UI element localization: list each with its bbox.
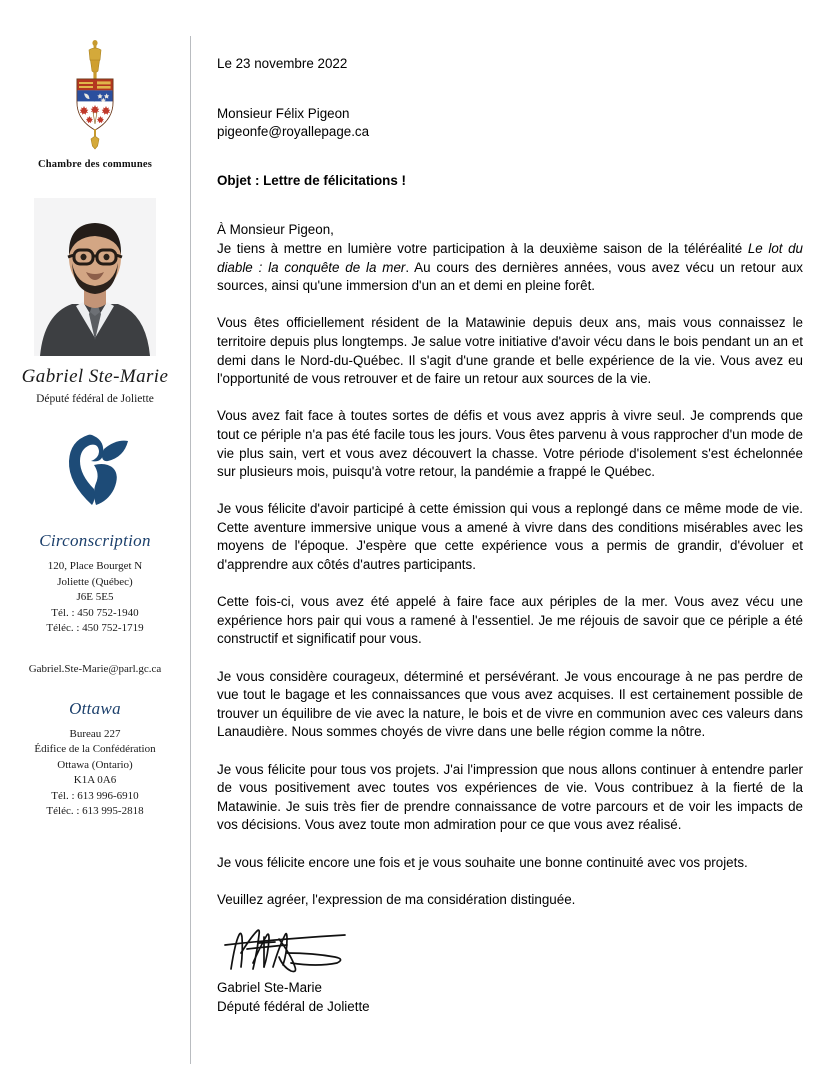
- paragraph: Vous êtes officiellement résident de la Matawinie depuis deux ans, mais vous connaissez le territoire depuis plus longtemps. Je salue votre initiative d'avoir vécu dans le bois pendant un an et demi dans le Nord-du-Québec. Il s'agit d'une grande et belle expérience de la vie. Vous avez eu l'opportunité de vous retrouver et de faire un retour aux sources de la vie.: [217, 315, 803, 387]
- paragraph: Je vous félicite pour tous vos projets. J'ai l'impression que nous allons continuer à entendre parler de vous positivement avec toutes vos expériences de vie. Vous contribuez à la fierté de la Matawinie. Je suis très fier de prendre connaissance de votre parcours et de voir les impacts de vos décisions. Vous avez toute mon admiration pour ce que vous avez réalisé.: [217, 761, 803, 833]
- house-of-commons-coat-of-arms-icon: [67, 38, 123, 150]
- handwritten-signature: [217, 923, 803, 979]
- letter-body: [190, 0, 813, 1085]
- signer-name: Gabriel Ste-Marie: [217, 980, 322, 996]
- ottawa-address-line: Bureau 227: [69, 727, 121, 740]
- riding-address-line: 120, Place Bourget N: [47, 560, 143, 572]
- ottawa-fax: Téléc. : 613 995-2818: [46, 805, 144, 817]
- riding-address: [0, 559, 190, 637]
- portrait-photo: [34, 198, 156, 356]
- ottawa-address-line: Ottawa (Ontario): [57, 758, 133, 771]
- recipient-block: [217, 105, 803, 142]
- ottawa-heading: Ottawa: [69, 698, 121, 718]
- riding-heading: Circonscription: [39, 531, 151, 550]
- contact-email[interactable]: Gabriel.Ste-Marie@parl.gc.ca: [28, 662, 162, 675]
- ottawa-address-line: K1A 0A6: [73, 774, 117, 786]
- riding-phone: Tél. : 450 752-1940: [51, 606, 139, 619]
- recipient-email[interactable]: pigeonfe@royallepage.ca: [217, 124, 370, 140]
- riding-fax: Téléc. : 450 752-1719: [46, 622, 144, 634]
- bloc-quebecois-logo-icon: [58, 431, 132, 509]
- intro-text-before: Je tiens à mettre en lumière votre participation à la deuxième saison de la téléréalité: [217, 240, 748, 256]
- letter-subject: Objet : Lettre de félicitations !: [217, 172, 406, 188]
- ottawa-address: [0, 727, 190, 820]
- intro-text-after: . Au cours des dernières années, vous avez vécu un retour aux sources, ainsi qu'une immersion d'un an et demi en pleine forêt.: [217, 259, 803, 294]
- letter-salutation: À Monsieur Pigeon,: [217, 222, 334, 238]
- ottawa-phone: Tél. : 613 996-6910: [51, 789, 139, 802]
- member-name-script: Gabriel Ste-Marie: [21, 366, 169, 387]
- letterhead-sidebar: [0, 0, 190, 1085]
- paragraph: Je vous félicite encore une fois et je vous souhaite une bonne continuité avec vos projets.: [217, 854, 748, 870]
- riding-address-line: Joliette (Québec): [57, 575, 133, 588]
- paragraph-closing: Veuillez agréer, l'expression de ma considération distinguée.: [217, 891, 576, 907]
- ottawa-office-block: [0, 699, 190, 820]
- show-title: Le lot du diable : la conquête de la mer: [217, 240, 804, 275]
- paragraph-intro: [217, 240, 803, 296]
- paragraph: Je vous félicite d'avoir participé à cette émission qui vous a replongé dans ce même mode de vie. Cette aventure immersive unique vous a amené à vivre dans des conditions misérables avec les moyens de l'époque. J'espère que cette expérience vous a permis de grandir, d'évoluer et d'apprendre aux côtés d'autres participants.: [217, 501, 803, 573]
- member-role: Député fédéral de Joliette: [36, 393, 154, 405]
- letter-date: Le 23 novembre 2022: [217, 56, 348, 71]
- riding-address-line: J6E 5E5: [76, 591, 114, 603]
- institution-label: Chambre des communes: [37, 159, 153, 170]
- recipient-name: Monsieur Félix Pigeon: [217, 105, 350, 121]
- paragraph: Vous avez fait face à toutes sortes de défis et vous avez appris à vivre seul. Je comprends que tout ce périple n'a pas été facile tous les jours. Vous êtes parvenu à vous rapprocher d'un mode de vie plus sain, vert et vous avez découvert la chasse. Votre période d'isolement s'est échelonnée sur plusieurs mois, puisqu'à votre retour, la pandémie a frappé le Québec.: [217, 408, 803, 480]
- ottawa-address-line: Édifice de la Confédération: [34, 743, 156, 755]
- paragraph: Cette fois-ci, vous avez été appelé à faire face aux périples de la mer. Vous avez vécu une expérience hors pair qui vous a ramené à l'essentiel. Je me réjouis de savoir que ce périple a été constructif et significatif pour vous.: [217, 594, 803, 647]
- vertical-divider: [190, 36, 191, 1064]
- paragraph: Je vous considère courageux, déterminé et persévérant. Je vous encourage à ne pas perdre de vue tout le bagage et les connaissances que vous avez acquises. Il est certainement possible de trouver un équilibre de vie avec la nature, le bois et de vivre en communion avec ces valeurs dans Lanaudière. Nous sommes choyés de vivre dans une belle région comme la nôtre.: [217, 668, 803, 740]
- signer-role: Député fédéral de Joliette: [217, 998, 370, 1014]
